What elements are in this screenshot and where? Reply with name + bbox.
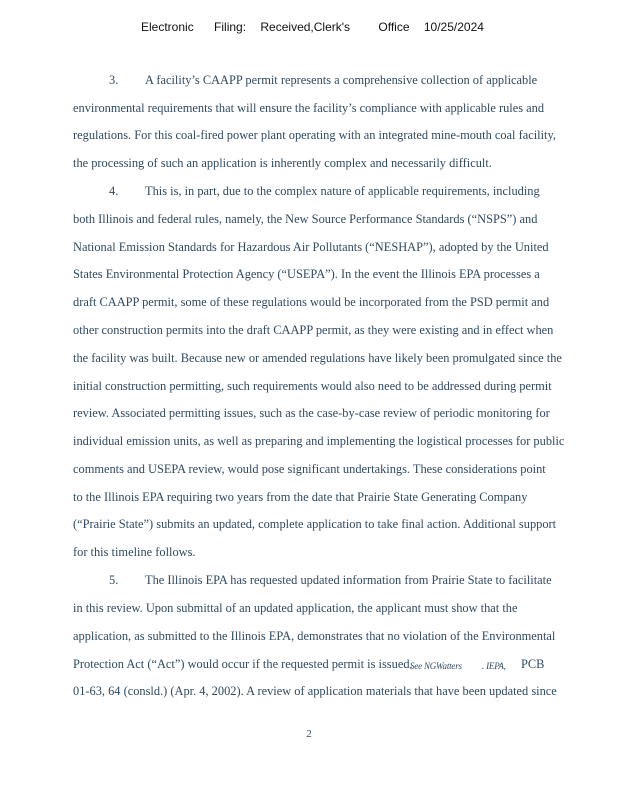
paragraph-line: This is, in part, due to the complex nature of applicable requirements, including [145,184,540,198]
paragraph-number: 4. [109,184,119,198]
header-date: 10/25/2024 [423,20,484,34]
paragraph-line: other construction permits into the draft CAAPP permit, as they were existing and in effect when [73,323,554,337]
header-filing: Filing: [214,20,247,34]
paragraph-line: initial construction permitting, such requirements would also need to be addressed during permit [73,379,552,393]
paragraph-line: 01-63, 64 (consld.) (Apr. 4, 2002). A review of application materials that have been updated since [73,684,557,698]
paragraph-line: (“Prairie State”) submits an updated, complete application to take final action. Additional support [73,517,557,531]
paragraph-line: to the Illinois EPA requiring two years from the date that Prairie State Generating Company [73,490,528,504]
paragraph-line: review. Associated permitting issues, such as the case-by-case review of periodic monitoring for [73,406,550,420]
paragraph-line: regulations. For this coal-fired power plant operating with an integrated mine-mouth coal facility, [73,128,556,142]
header-office: Office [378,20,410,34]
paragraph-line: Protection Act (“Act”) would occur if the requested permit is issued. [73,657,413,671]
paragraph-line: draft CAAPP permit, some of these regulations would be incorporated from the PSD permit and [73,295,550,309]
paragraph-line: application, as submitted to the Illinois EPA, demonstrates that no violation of the Environmental [73,629,556,643]
paragraph-number: 5. [109,573,119,587]
paragraph-number: 3. [109,73,119,87]
paragraph-line: comments and USEPA review, would pose significant undertakings. These considerations point [73,462,546,476]
paragraph-line: the facility was built. Because new or amended regulations have likely been promulgated since the [73,351,562,365]
paragraph-line: environmental requirements that will ensure the facility’s compliance with applicable rules and [73,101,545,115]
paragraph-line: The Illinois EPA has requested updated information from Prairie State to facilitate [145,573,552,587]
header-received: Received,Clerk's [260,20,351,34]
filing-stamp-header [141,20,484,34]
paragraph-line: the processing of such an application is inherently complex and necessarily difficult. [73,156,492,170]
paragraph-line: in this review. Upon submittal of an updated application, the applicant must show that the [73,601,518,615]
paragraph-line: States Environmental Protection Agency (“USEPA”). In the event the Illinois EPA processes a [73,267,540,281]
paragraph-line: National Emission Standards for Hazardous Air Pollutants (“NESHAP”), adopted by the United [73,240,549,254]
paragraph-line: both Illinois and federal rules, namely, the New Source Performance Standards (“NSPS”) and [73,212,538,226]
citation-case: See NGWatters [410,661,462,671]
header-electronic: Electronic [141,20,194,34]
citation-party: . IEPA, [482,661,506,671]
citation-reporter: PCB [521,657,545,671]
paragraph-line: for this timeline follows. [73,545,196,559]
page-number: 2 [306,728,312,740]
paragraph-line: A facility’s CAAPP permit represents a comprehensive collection of applicable [145,73,538,87]
paragraph-line: individual emission units, as well as preparing and implementing the logistical processes for public [73,434,565,448]
